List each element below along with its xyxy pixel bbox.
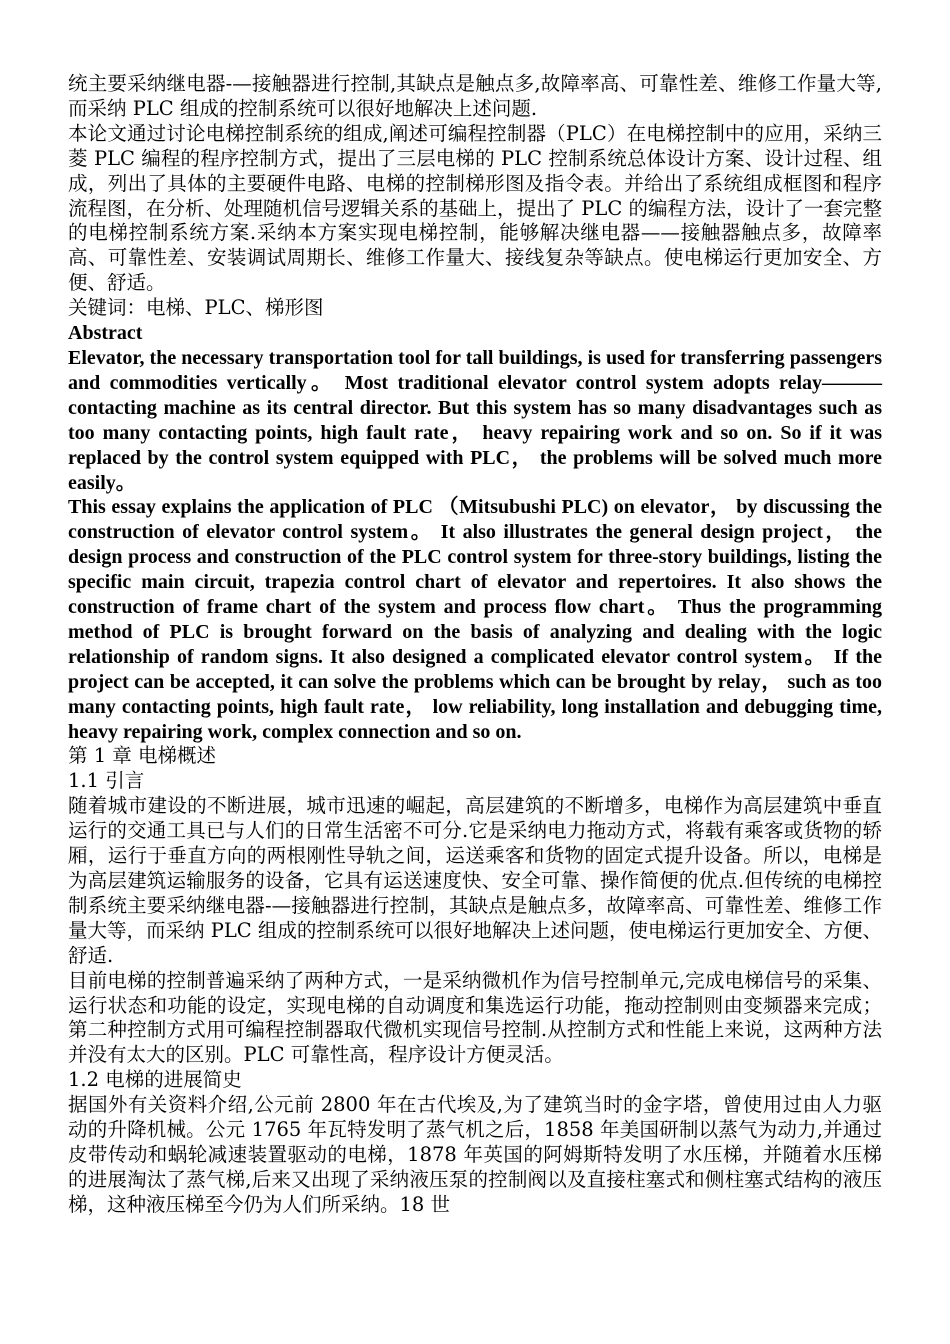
chapter-heading: 第 1 章 电梯概述 [68,744,217,768]
abstract-paragraph-2: This essay explains the application of PLC （Mitsubushi PLC) on elevator， by discussing the construction of elevator control system。 It also illustrates the general design project， the design process and construction of the PLC control system for three-story buildings, listing the specific main circuit, trapezia control chart of elevator and repertoires. It also shows the construction of frame chart of the system and process flow chart。 Thus the programming method of PLC is brought forward on the basis of analyzing and dealing with the logic relationship of random signs. It also designed a complicated elevator control system。 If the project can be accepted, it can solve the problems which can be brought by relay， such as too many contacting points, high fault rate， low reliability, long installation and debugging time, heavy repairing work, complex connection and so on. [68,496,882,743]
section-heading-1-2: 1.2 电梯的进展简史 [68,1068,242,1092]
keywords-line: 关键词：电梯、PLC、梯形图 [68,296,324,320]
abstract-title: Abstract [68,322,143,345]
paragraph-history: 据国外有关资料介绍,公元前 2800 年在古代埃及,为了建筑当时的金字塔，曾使用过由人力驱动的升降机械。公元 1765 年瓦特发明了蒸气机之后，1858 年美国研制以蒸气为动力,并通过皮带传动和蜗轮减速装置驱动的电梯，1878 年英国的阿姆斯特发明了水压梯，并随着水压梯的进展淘汰了蒸气梯,后来又出现了采纳液压泵的控制阀以及直接柱塞式和侧柱塞式结构的液压梯，这种液压梯至今仍为人们所采纳。18 世 [68,1093,882,1216]
section-heading-1-1: 1.1 引言 [68,769,145,793]
paragraph-control-methods: 目前电梯的控制普遍采纳了两种方式，一是采纳微机作为信号控制单元,完成电梯信号的采集、运行状态和功能的设定，实现电梯的自动调度和集选运行功能，拖动控制则由变频器来完成；第二种控制方式用可编程控制器取代微机实现信号控制.从控制方式和性能上来说，这两种方法并没有太大的区别。PLC 可靠性高，程序设计方便灵活。 [68,968,882,1067]
paragraph-introduction: 随着城市建设的不断进展，城市迅速的崛起，高层建筑的不断增多，电梯作为高层建筑中垂直运行的交通工具已与人们的日常生活密不可分.它是采纳电力拖动方式，将载有乘客或货物的轿厢，运行于垂直方向的两根刚性导轨之间，运送乘客和货物的固定式提升设备。所以，电梯是为高层建筑运输服务的设备，它具有运送速度快、安全可靠、操作简便的优点.但传统的电梯控制系统主要采纳继电器-—接触器进行控制，其缺点是触点多，故障率高、可靠性差、维修工作量大等，而采纳 PLC 组成的控制系统可以很好地解决上述问题，使电梯运行更加安全、方便、舒适. [68,794,882,967]
abstract-paragraph-1: Elevator, the necessary transportation tool for tall buildings, is used for transferring passengers and commodities vertically。 Most traditional elevator control system adopts relay——— contacting machine as its central director. But this system has so many disadvantages such as too many contacting points, high fault rate， heavy repairing work and so on. So if it was replaced by the control system equipped with PLC， the problems will be solved much more easily。 [68,346,882,494]
document-page [68,72,882,1218]
paragraph-thesis-summary: 本论文通过讨论电梯控制系统的组成,阐述可编程控制器（PLC）在电梯控制中的应用，采纳三菱 PLC 编程的程序控制方式，提出了三层电梯的 PLC 控制系统总体设计方案、设计过程、组成，列出了具体的主要硬件电路、电梯的控制梯形图及指令表。并给出了系统组成框图和程序流程图，在分析、处理随机信号逻辑关系的基础上，提出了 PLC 的编程方法，设计了一套完整的电梯控制系统方案.采纳本方案实现电梯控制，能够解决继电器——接触器触点多，故障率高、可靠性差、安装调试周期长、维修工作量大、接线复杂等缺点。使电梯运行更加安全、方便、舒适。 [68,121,882,295]
paragraph-intro-continuation: 统主要采纳继电器-—接触器进行控制,其缺点是触点多,故障率高、可靠性差、维修工作量大等,而采纳 PLC 组成的控制系统可以很好地解决上述问题. [68,72,882,120]
